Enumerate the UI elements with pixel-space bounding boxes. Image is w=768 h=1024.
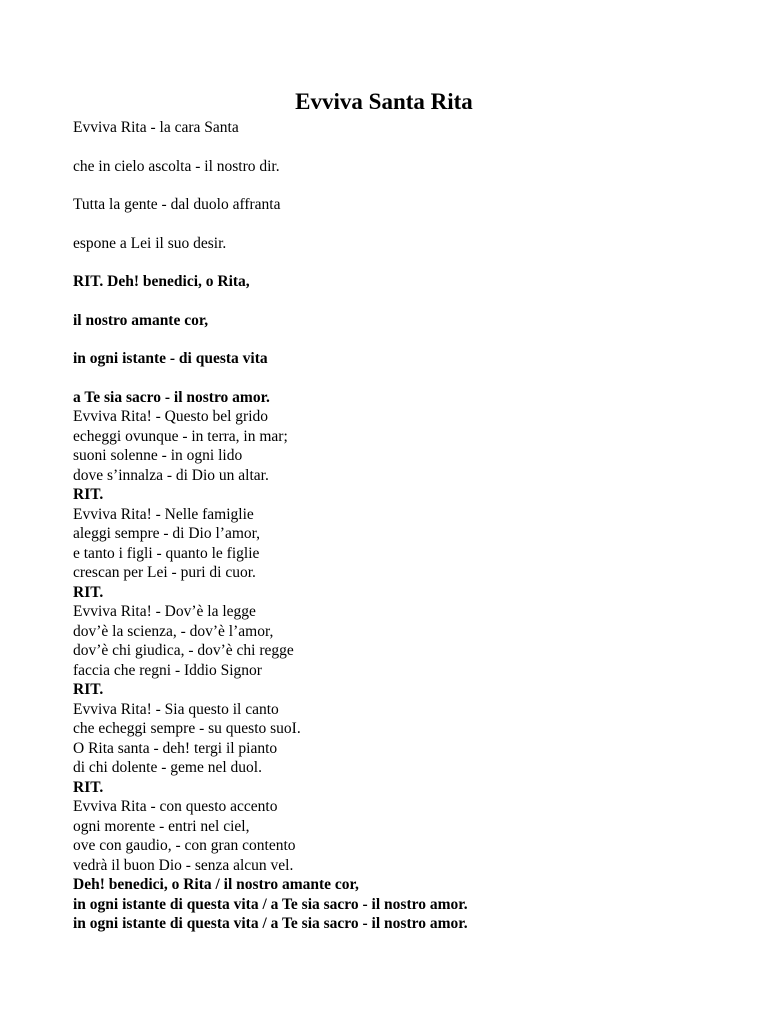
verse-line: dov’è chi giudica, - dov’è chi regge (73, 642, 294, 659)
verse-line: crescan per Lei - puri di cuor. (73, 564, 256, 581)
verse-line: Evviva Rita! - Sia questo il canto (73, 700, 279, 718)
verse-line: Evviva Rita! - Nelle famiglie (73, 505, 254, 523)
refrain-line: RIT. Deh! benedici, o Rita, (73, 273, 250, 290)
verse-line: faccia che regni - Iddio Signor (73, 661, 262, 679)
refrain-line: Deh! benedici, o Rita / il nostro amante cor, (73, 876, 359, 893)
refrain-line: RIT. (73, 681, 104, 698)
refrain-line: a Te sia sacro - il nostro amor. (73, 388, 270, 406)
refrain-line: RIT. (73, 583, 104, 601)
verse-line: dove s’innalza - di Dio un altar. (73, 466, 269, 484)
verse-line: ogni morente - entri nel ciel, (73, 817, 250, 835)
refrain-line: in ogni istante - di questa vita (73, 350, 268, 367)
verse-line: Evviva Rita! - Dov’è la legge (73, 603, 256, 620)
lyrics-body (73, 118, 733, 934)
verse-line: Evviva Rita - con questo accento (73, 798, 278, 815)
verse-line: echeggi ovunque - in terra, in mar; (73, 427, 288, 445)
verse-line: Evviva Rita! - Questo bel grido (73, 408, 268, 425)
verse-line: ove con gaudio, - con gran contento (73, 837, 296, 854)
verse-line: O Rita santa - deh! tergi il pianto (73, 739, 278, 757)
verse-line: vedrà il buon Dio - senza alcun vel. (73, 856, 294, 874)
verse-line: aleggi sempre - di Dio l’amor, (73, 525, 261, 542)
verse-line: dov’è la scienza, - dov’è l’amor, (73, 622, 274, 640)
refrain-line: in ogni istante di questa vita / a Te sia sacro - il nostro amor. (73, 895, 468, 913)
verse-line: Evviva Rita - la cara Santa (73, 119, 239, 136)
verse-line: di chi dolente - geme nel duol. (73, 759, 262, 776)
verse-line: che in cielo ascolta - il nostro dir. (73, 157, 280, 175)
refrain-line: RIT. (73, 778, 104, 796)
refrain-line: RIT. (73, 486, 104, 503)
refrain-line: in ogni istante di questa vita / a Te sia sacro - il nostro amor. (73, 915, 468, 932)
verse-line: espone a Lei il suo desir. (73, 234, 227, 252)
refrain-line: il nostro amante cor, (73, 311, 209, 329)
verse-line: Tutta la gente - dal duolo affranta (73, 196, 281, 213)
verse-line: suoni solenne - in ogni lido (73, 447, 243, 464)
verse-line: e tanto i figli - quanto le figlie (73, 544, 260, 562)
page-title: Evviva Santa Rita (295, 89, 473, 114)
verse-line: che echeggi sempre - su questo suoI. (73, 720, 301, 737)
